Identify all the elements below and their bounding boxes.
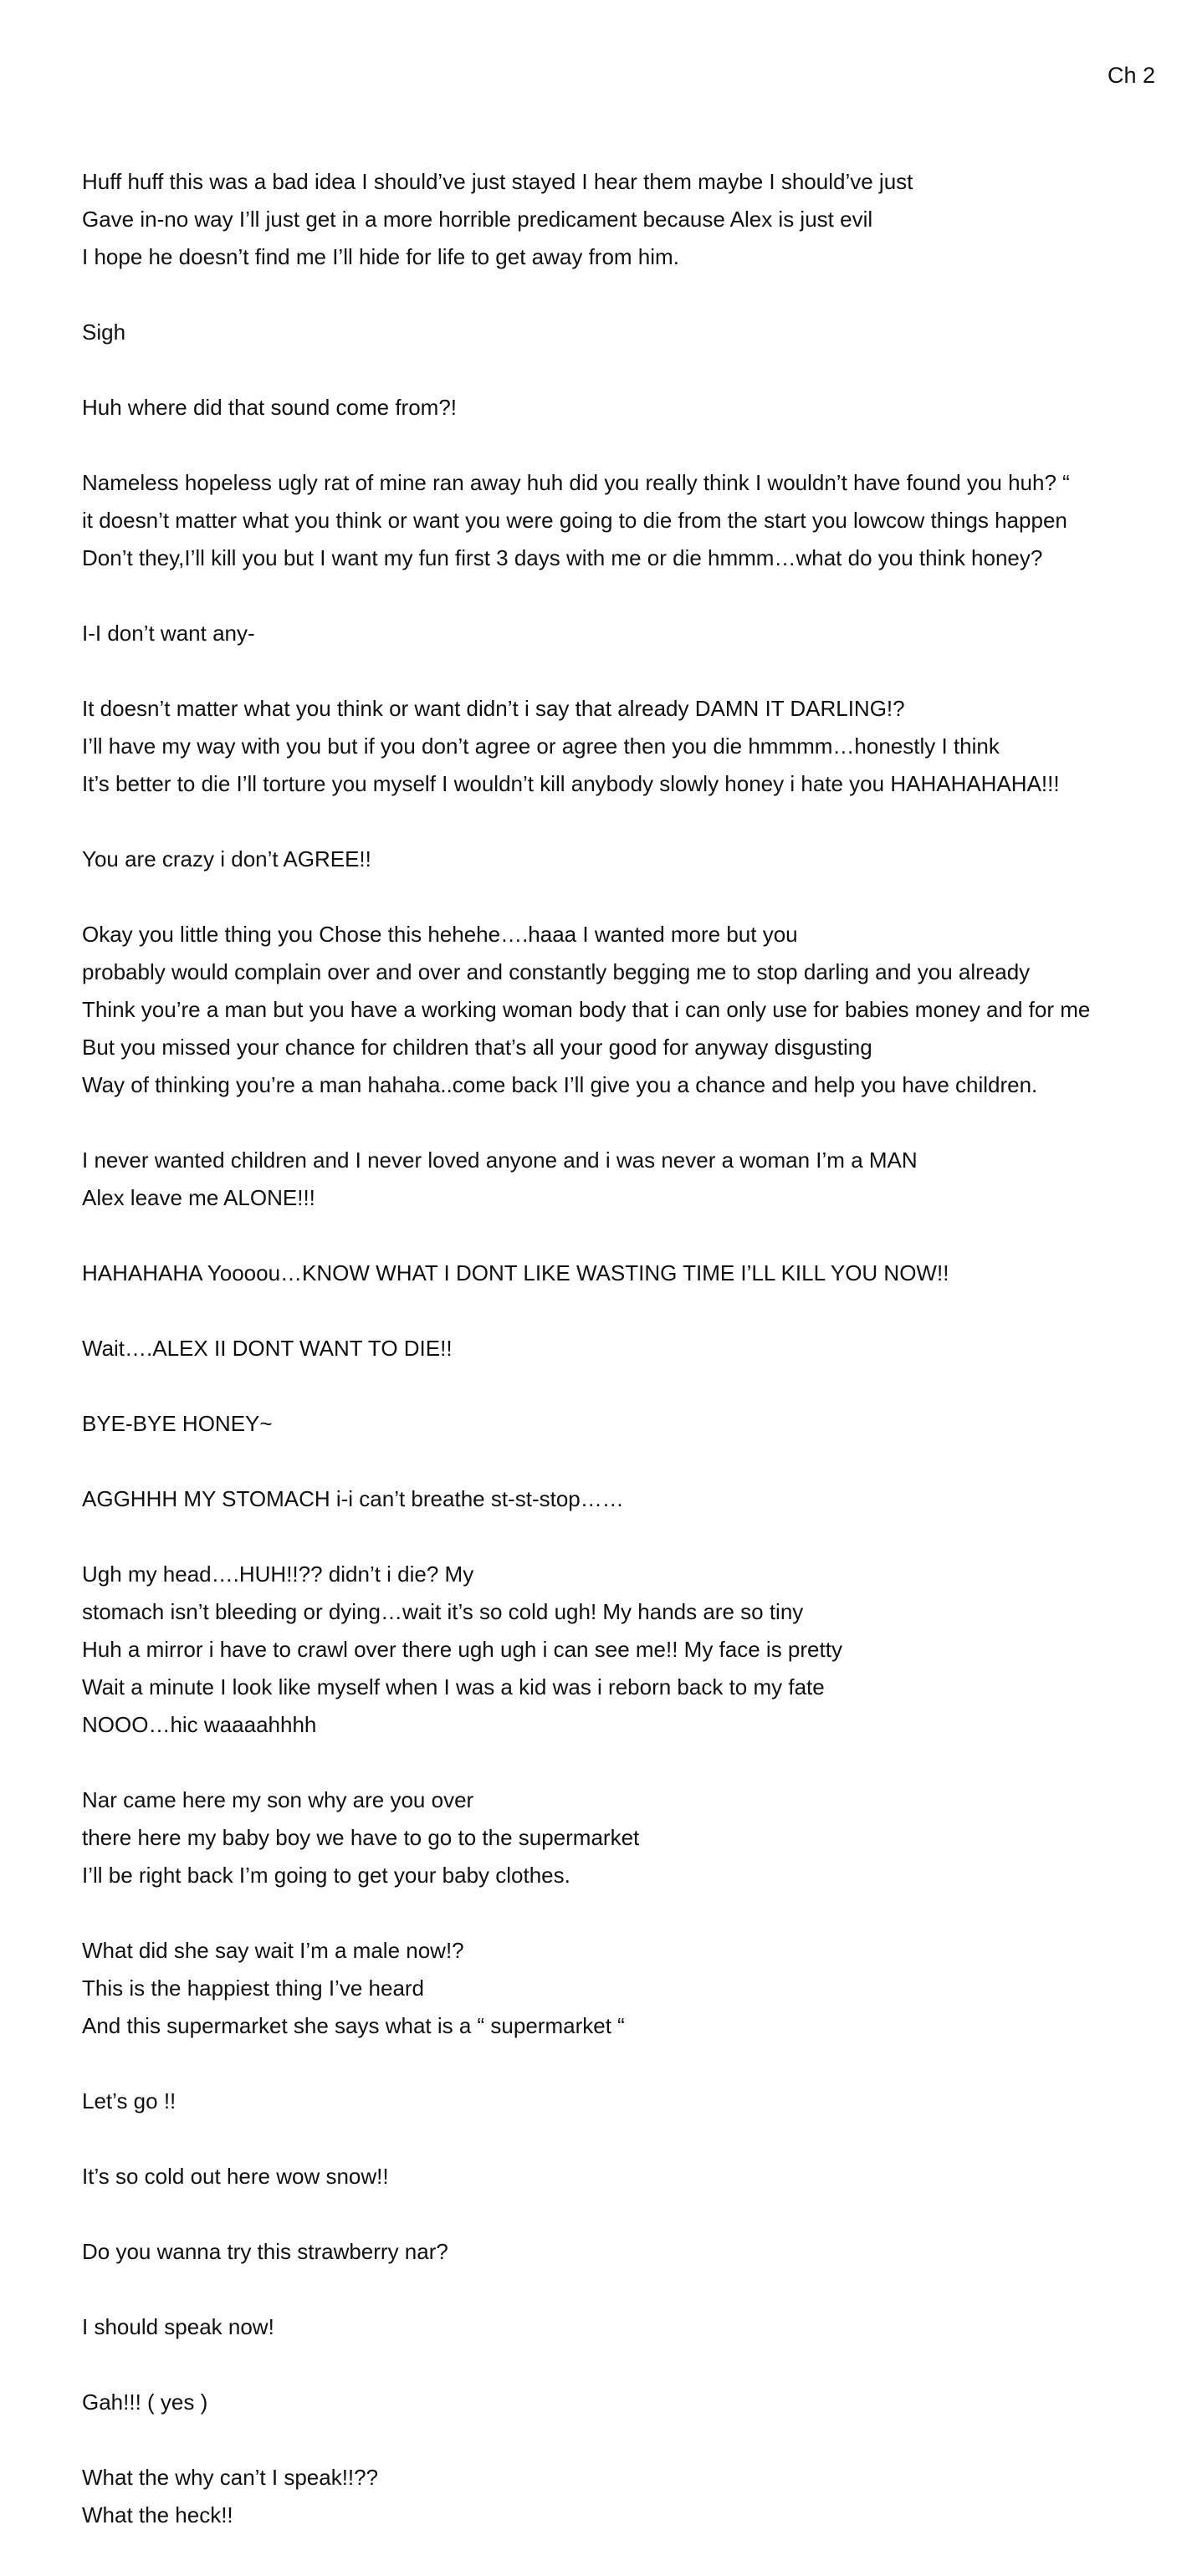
story-paragraph <box>82 2459 1153 2534</box>
story-paragraph <box>82 1405 1153 1443</box>
story-paragraph <box>82 464 1153 577</box>
story-paragraph <box>82 2158 1153 2195</box>
story-line: This is the happiest thing I’ve heard <box>82 1975 425 2001</box>
story-line: HAHAHAHA Yoooou…KNOW WHAT I DONT LIKE WASTING TIME I’LL KILL YOU NOW!! <box>82 1260 949 1285</box>
story-paragraph <box>82 314 1153 351</box>
story-line: Way of thinking you’re a man hahaha..come back I’ll give you a chance and help you have children. <box>82 1072 1038 1097</box>
story-line: NOOO…hic waaaahhhh <box>82 1712 317 1737</box>
story-paragraph <box>82 2308 1153 2346</box>
story-line: stomach isn’t bleeding or dying…wait it’s so cold ugh! My hands are so tiny <box>82 1599 804 1624</box>
story-paragraph <box>82 841 1153 878</box>
story-line: Okay you little thing you Chose this hehehe….haaa I wanted more but you <box>82 922 798 947</box>
story-paragraph <box>82 916 1153 1104</box>
story-line: Huh where did that sound come from?! <box>82 395 458 420</box>
story-line: It doesn’t matter what you think or want didn’t i say that already DAMN IT DARLING!? <box>82 696 905 721</box>
story-line: probably would complain over and over and constantly begging me to stop darling and you already <box>82 959 1031 984</box>
story-line: It’s so cold out here wow snow!! <box>82 2164 389 2189</box>
story-line: I’ll have my way with you but if you don’t agree or agree then you die hmmmm…honestly I think <box>82 733 1000 759</box>
story-line: Sigh <box>82 319 126 345</box>
story-paragraph <box>82 1330 1153 1367</box>
story-line: Huh a mirror i have to crawl over there ugh ugh i can see me!! My face is pretty <box>82 1637 842 1662</box>
story-line: I’ll be right back I’m going to get your baby clothes. <box>82 1863 570 1888</box>
story-line: Do you wanna try this strawberry nar? <box>82 2239 448 2264</box>
story-line: there here my baby boy we have to go to the supermarket <box>82 1825 640 1850</box>
story-paragraph <box>82 690 1153 803</box>
story-line: Nameless hopeless ugly rat of mine ran away huh did you really think I wouldn’t have found you huh? “ <box>82 470 1070 495</box>
story-line: Alex leave me ALONE!!! <box>82 1185 315 1210</box>
story-paragraph <box>82 2083 1153 2120</box>
story-line: it doesn’t matter what you think or want you were going to die from the start you lowcow things happen <box>82 508 1067 533</box>
story-line: And this supermarket she says what is a “ supermarket “ <box>82 2013 625 2038</box>
story-paragraph <box>82 2233 1153 2271</box>
chapter-label: Ch 2 <box>1107 63 1155 88</box>
story-line: What did she say wait I’m a male now!? <box>82 1938 464 1963</box>
story-line: Gave in-no way I’ll just get in a more horrible predicament because Alex is just evil <box>82 207 873 232</box>
story-paragraph <box>82 615 1153 652</box>
story-paragraph <box>82 1781 1153 1894</box>
story-paragraph <box>82 1556 1153 1744</box>
story-line: Think you’re a man but you have a working woman body that i can only use for babies money and for me <box>82 997 1091 1022</box>
story-paragraph <box>82 389 1153 427</box>
story-line: Huff huff this was a bad idea I should’ve just stayed I hear them maybe I should’ve just <box>82 169 913 194</box>
story-line: BYE-BYE HONEY~ <box>82 1411 273 1436</box>
story-paragraph <box>82 1480 1153 1518</box>
story-paragraph <box>82 2384 1153 2421</box>
story-line: Wait a minute I look like myself when I was a kid was i reborn back to my fate <box>82 1674 825 1699</box>
story-paragraph <box>82 163 1153 276</box>
story-body <box>82 163 1153 2572</box>
story-line: I-I don’t want any- <box>82 621 255 646</box>
story-line: AGGHHH MY STOMACH i-i can’t breathe st-st-stop…… <box>82 1486 624 1511</box>
story-line: What the heck!! <box>82 2502 233 2527</box>
story-line: What the why can’t I speak!!?? <box>82 2465 379 2490</box>
story-line: Nar came here my son why are you over <box>82 1787 474 1812</box>
story-line: But you missed your chance for children that’s all your good for anyway disgusting <box>82 1035 872 1060</box>
story-line: I never wanted children and I never loved anyone and i was never a woman I’m a MAN <box>82 1147 918 1173</box>
story-line: I should speak now! <box>82 2314 274 2339</box>
story-line: I hope he doesn’t find me I’ll hide for life to get away from him. <box>82 244 679 269</box>
story-line: Ugh my head….HUH!!?? didn’t i die? My <box>82 1561 474 1587</box>
story-line: You are crazy i don’t AGREE!! <box>82 846 371 871</box>
story-line: Let’s go !! <box>82 2088 176 2113</box>
story-line: Don’t they,I’ll kill you but I want my fun first 3 days with me or die hmmm…what do you think honey? <box>82 545 1043 570</box>
story-line: It’s better to die I’ll torture you myself I wouldn’t kill anybody slowly honey i hate you HAHAHAHAHA!!! <box>82 771 1060 796</box>
story-paragraph <box>82 1142 1153 1217</box>
story-paragraph <box>82 1932 1153 2045</box>
story-paragraph <box>82 1255 1153 1292</box>
story-line: Wait….ALEX II DONT WANT TO DIE!! <box>82 1336 453 1361</box>
story-line: Gah!!! ( yes ) <box>82 2389 208 2415</box>
